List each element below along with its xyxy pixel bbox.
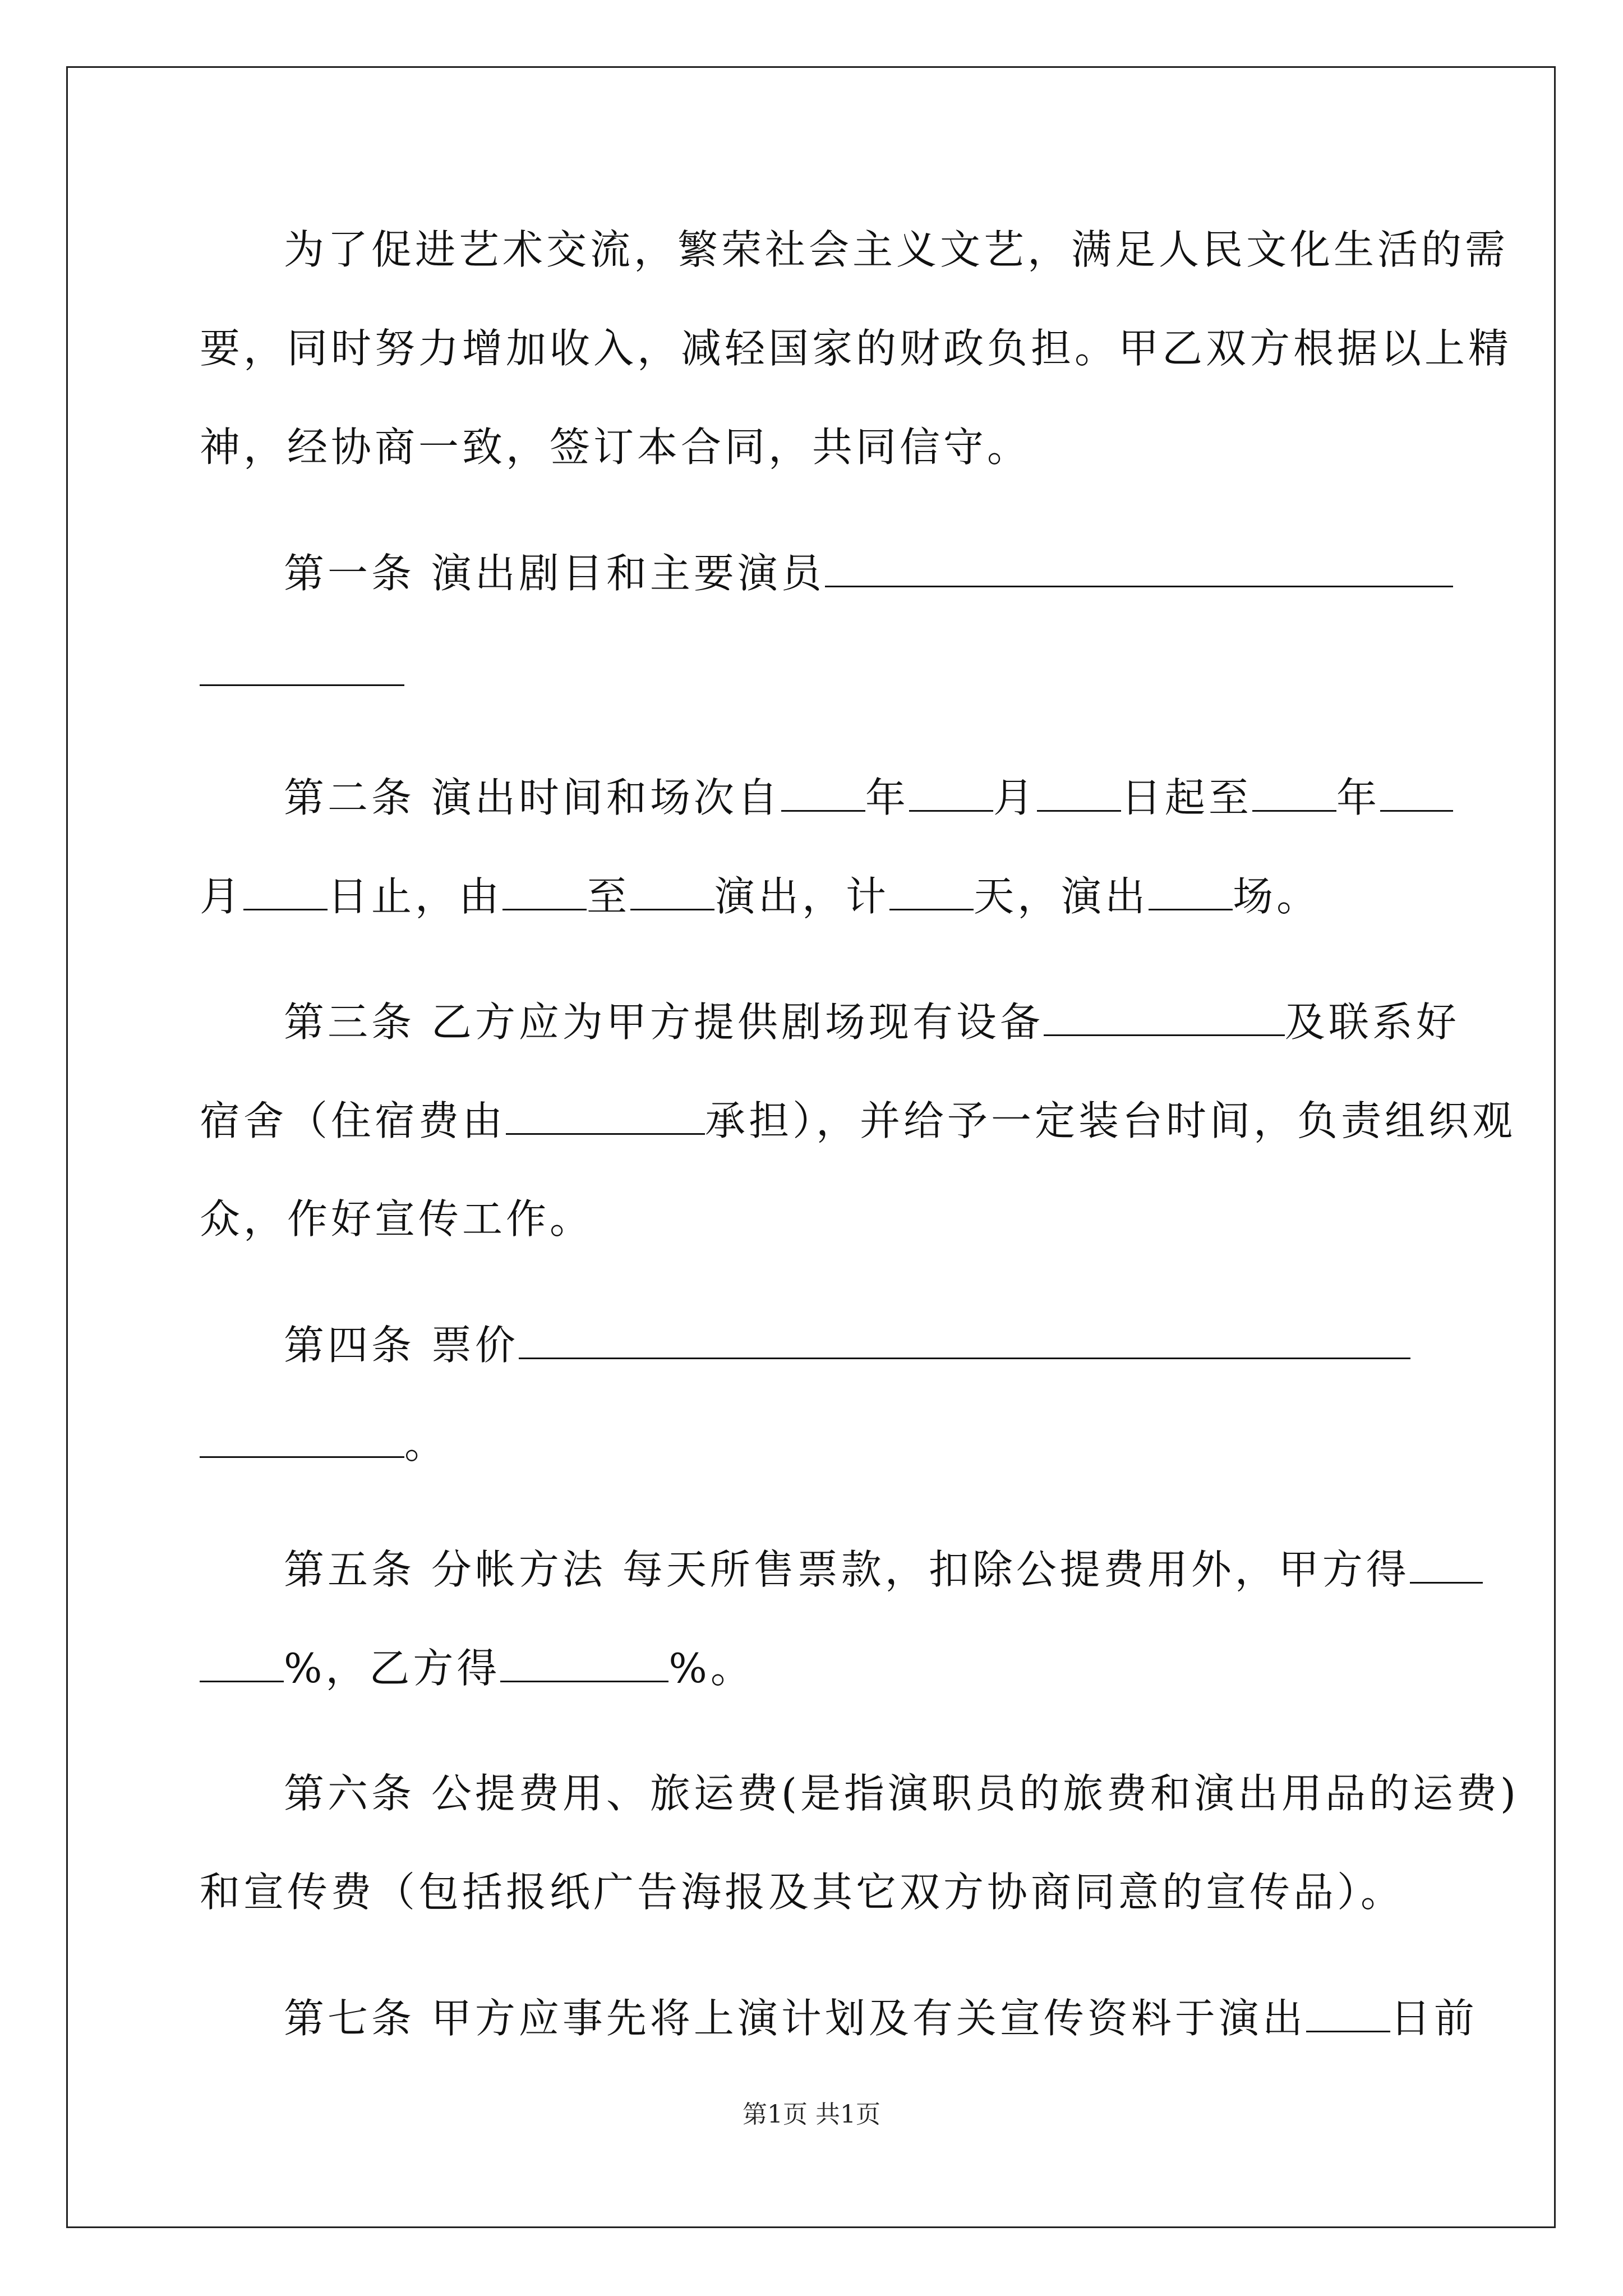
- text: 及联系好: [1284, 999, 1460, 1046]
- fill-blank[interactable]: [1252, 766, 1336, 812]
- fill-blank[interactable]: [200, 1637, 284, 1682]
- fill-blank[interactable]: [781, 766, 865, 812]
- fill-blank[interactable]: [889, 865, 974, 910]
- text: 。: [404, 1420, 449, 1467]
- text: %。: [668, 1645, 754, 1692]
- intro-line-2: [200, 318, 1513, 379]
- text: 神，经协商一致，签订本合同，共同信守。: [200, 424, 1031, 471]
- article-4-line-1: [200, 1314, 1428, 1375]
- article-4-line-2: [200, 1412, 1428, 1474]
- text: 众，作好宣传工作。: [200, 1195, 594, 1243]
- fill-blank[interactable]: [1037, 766, 1121, 812]
- text: 日起至: [1121, 774, 1252, 821]
- article-5-line-2: [200, 1637, 1428, 1699]
- text: 场。: [1233, 873, 1321, 920]
- text: 为了促进艺术交流，繁荣社会主义文艺，满足人民文化生活的需: [284, 226, 1509, 273]
- fill-blank[interactable]: [506, 1089, 705, 1135]
- text: 和宣传费（包括报纸广告海报及其它双方协商同意的宣传品）。: [200, 1869, 1405, 1916]
- fill-blank[interactable]: [1410, 1538, 1483, 1584]
- text: 宿舍（住宿费由: [200, 1097, 506, 1144]
- article-2-line-2: [200, 865, 1428, 927]
- fill-blank[interactable]: [500, 1637, 668, 1682]
- fill-blank[interactable]: [1044, 991, 1285, 1036]
- article-3-line-1: [200, 991, 1460, 1052]
- fill-blank[interactable]: [502, 865, 587, 910]
- text: 第五条 分帐方法 每天所售票款，扣除公提费用外，甲方得: [284, 1546, 1410, 1593]
- fill-blank[interactable]: [243, 865, 328, 910]
- text: 演出，计: [714, 873, 890, 920]
- intro-line-3: [200, 416, 1428, 478]
- intro-line-1: [200, 219, 1509, 280]
- text: 年: [1336, 774, 1380, 821]
- text: 第三条 乙方应为甲方提供剧场现有设备: [284, 999, 1044, 1046]
- fill-blank[interactable]: [909, 766, 993, 812]
- fill-blank[interactable]: [630, 865, 714, 910]
- text: 天，演出: [974, 873, 1149, 920]
- text: 年: [865, 774, 909, 821]
- fill-blank[interactable]: [825, 542, 1453, 587]
- text: 日前: [1390, 1995, 1478, 2042]
- article-1-line-1: [200, 542, 1428, 604]
- text: 第六条 公提费用、旅运费(是指演职员的旅费和演出用品的运费): [284, 1770, 1520, 1817]
- fill-blank[interactable]: [1149, 865, 1233, 910]
- article-7-line-1: [200, 1987, 1478, 2049]
- fill-blank[interactable]: [1306, 1987, 1390, 2032]
- text: %，乙方得: [284, 1645, 501, 1692]
- text: 第七条 甲方应事先将上演计划及有关宣传资料于演出: [284, 1995, 1306, 2042]
- text: 要，同时努力增加收入，减轻国家的财政负担。甲乙双方根据以上精: [200, 325, 1513, 372]
- text: 至: [587, 873, 631, 920]
- text: 第二条 演出时间和场次自: [284, 774, 781, 821]
- text: 第一条 演出剧目和主要演员: [284, 550, 825, 597]
- text: 月: [200, 873, 244, 920]
- text: 日止，由: [328, 873, 503, 920]
- article-3-line-2: [200, 1089, 1516, 1151]
- text: 月: [993, 774, 1037, 821]
- fill-blank[interactable]: [200, 641, 404, 686]
- article-2-line-1: [200, 766, 1428, 828]
- fill-blank[interactable]: [200, 1412, 404, 1458]
- article-5-line-1: [200, 1538, 1428, 1600]
- fill-blank[interactable]: [519, 1314, 1410, 1359]
- fill-blank[interactable]: [1380, 766, 1453, 812]
- article-3-line-3: [200, 1188, 1428, 1250]
- article-1-line-2: [200, 641, 1428, 702]
- text: 承担），并给予一定装台时间，负责组织观: [705, 1097, 1516, 1144]
- page-footer: 第1页 共1页: [743, 2100, 880, 2129]
- article-6-line-2: [200, 1861, 1428, 1923]
- text: 第四条 票价: [284, 1322, 519, 1369]
- article-6-line-1: [200, 1763, 1520, 1824]
